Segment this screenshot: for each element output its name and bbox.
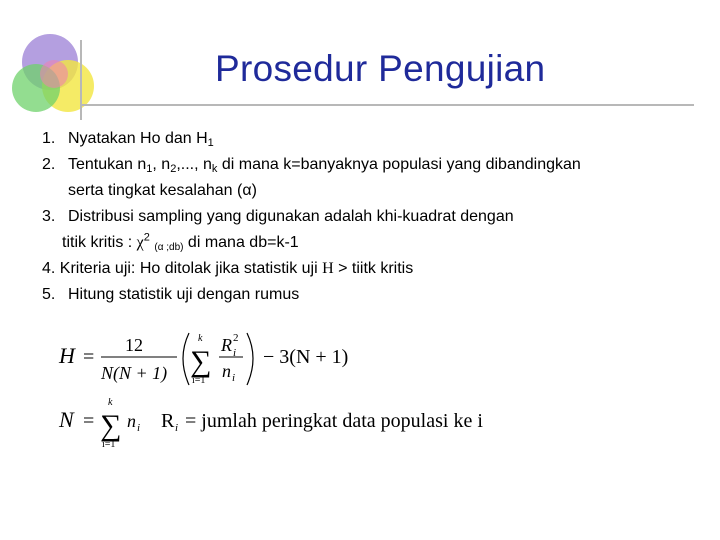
step-3-continuation: titik kritis : $\chi^2$ $_{(\alpha ;db)}$ di mana db=k-1 [62, 231, 299, 253]
formula-twelve: 12 [125, 335, 143, 355]
formula-H: H [59, 343, 75, 368]
pink-circle [40, 60, 68, 88]
slide-title: Prosedur Pengujian [215, 48, 546, 89]
horizontal-rule [82, 104, 694, 106]
formula-n-sub: i [232, 372, 236, 384]
vertical-rule [80, 40, 82, 120]
formula-denom: N(N + 1) [101, 363, 168, 383]
decorative-circles [0, 0, 110, 120]
formula-R: R [221, 335, 232, 355]
sigma-1: ∑ [190, 345, 212, 378]
step-2: 2. Tentukan $n_1$, $n_2$,..., $n_k$ di mana k=banyaknya populasi yang dibandingkan [42, 156, 581, 175]
steps-list [42, 126, 581, 308]
sum-bot: i=1 [192, 375, 206, 386]
formula-n2: n [127, 411, 136, 431]
formula-tail: − 3(N + 1) [263, 346, 349, 368]
sum2-top: k [108, 397, 113, 408]
right-paren [247, 333, 253, 385]
formula-n2-sub: i [137, 422, 141, 434]
sigma-2: ∑ [100, 409, 122, 442]
left-paren [183, 333, 189, 385]
formulas [55, 325, 575, 455]
formula-eq-2: = [83, 410, 95, 432]
formula-Ri: R [161, 410, 175, 432]
step-3: 3. Distribusi sampling yang digunakan adalah khi-kuadrat dengan [42, 208, 514, 225]
formula-n: n [222, 361, 231, 381]
formula-R-sub: i [233, 347, 237, 359]
step-1: 1. Nyatakan Ho dan $H_1$ [42, 130, 214, 149]
sum-top: k [198, 333, 203, 344]
formula-Ri-sub: i [175, 422, 179, 434]
sum2-bot: i=1 [102, 439, 116, 450]
step-2-continuation: serta tingkat kesalahan (α) [68, 182, 257, 199]
step-4: 4. Kriteria uji: Ho ditolak jika statistik uji H > tiitk kritis [42, 260, 414, 277]
formula-eq: = [83, 346, 95, 368]
step-5: 5. Hitung statistik uji dengan rumus [42, 286, 300, 303]
formula-Ri-def: = jumlah peringkat data populasi ke i [185, 410, 483, 432]
formula-N: N [59, 407, 74, 432]
formula-svg [55, 325, 575, 455]
formula-R-sup: 2 [233, 332, 239, 344]
